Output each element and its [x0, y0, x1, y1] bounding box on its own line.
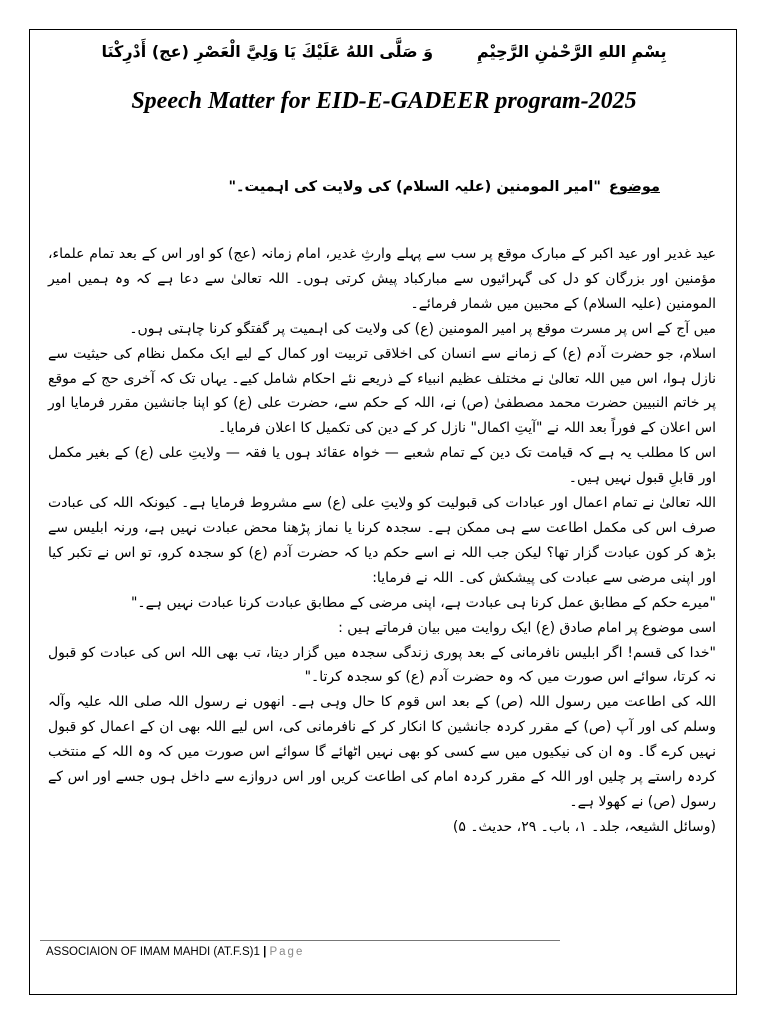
citation: (وسائل الشیعہ، جلد۔ ۱، باب۔ ۲۹، حدیث۔ ۵) [452, 818, 716, 835]
page-footer [46, 946, 304, 958]
document-title: Speech Matter for EID-E-GADEER program-2025 [131, 88, 637, 114]
footer-org: ASSOCIAION OF IMAM MAHDI (AT.F.S) [46, 946, 254, 958]
bismillah-header [40, 42, 728, 61]
footer-divider [40, 940, 560, 941]
speech-body [48, 242, 716, 840]
paragraph: اللہ کی اطاعت میں رسول اللہ (ص) کے بعد اس قوم کا حال وہی ہے۔ انھوں نے رسول اللہ صلی اللہ علیہ وآلہ وسلم کی اور آپ (ص) کے مقرر کردہ جانشین کا انکار کر کے نافرمانی کی، اس لیے اللہ بھی ان کے اعمال کو قبول نہیں کرے گا۔ وہ ان کی نیکیوں میں سے کسی کو بھی نہیں اٹھائے گا سوائے اس صورت میں کہ وہ اللہ کے منتخب کردہ راستے پر چلیں اور اللہ کے مقرر کردہ امام کی اطاعت کریں اور اس دروازے سے داخل ہوں جسے اور اس کے رسول (ص) نے کھولا ہے۔ [48, 694, 716, 810]
paragraph: میں آج کے اس پر مسرت موقع پر امیر المومنین (ع) کی ولایت کی اہمیت پر گفتگو کرنا چاہتی ہوں۔ [129, 320, 716, 337]
paragraph: اس کا مطلب یہ ہے کہ قیامت تک دین کے تمام شعبے — خواہ عقائد ہوں یا فقہ — ولایتِ علی (ع) کے بغیر مکمل اور قابلِ قبول نہیں ہیں۔ [48, 445, 716, 487]
quote-paragraph: "خدا کی قسم! اگر ابلیس نافرمانی کے بعد پوری زندگی سجدہ میں گزار دیتا، تب بھی اللہ اس کی عبادت کو قبول نہ کرتا، سوائے اس صورت میں کہ وہ حضرت آدم (ع) کو سجدہ کرتا۔" [48, 644, 716, 686]
salawat-text: وَ صَلَّى اللهُ عَلَيْكَ يَا وَلِيَّ الْعَصْرِ (عج) أَدْرِكْنَا [101, 42, 434, 61]
bismillah-text: بِسْمِ اللهِ الرَّحْمٰنِ الرَّحِيْمِ [477, 42, 667, 61]
paragraph: اسی موضوع پر امام صادق (ع) ایک روایت میں بیان فرماتے ہیں : [338, 619, 716, 636]
footer-page-label: Page [269, 946, 305, 958]
topic-label: موضوع [608, 179, 660, 195]
paragraph: اسلام، جو حضرت آدم (ع) کے زمانے سے انسان کی اخلاقی تربیت اور کمال کے لیے ایک مکمل نظام کی حیثیت سے نازل ہوا، اس میں اللہ تعالیٰ نے مختلف عظیم انبیاء کے ذریعے نئے احکام شامل کیے۔ یہاں تک کہ آخری حج کے موقع پر خاتم النبیین حضرت محمد مصطفیٰ (ص) نے، اللہ کے حکم سے، حضرت علی (ع) کو اپنا جانشین مقرر فرمایا اور اس اعلان کے فوراً بعد اللہ نے "آیتِ اکمال" نازل کر کے دین کی تکمیل کا اعلان فرمایا۔ [48, 345, 716, 437]
paragraph: عید غدیر اور عید اکبر کے مبارک موقع پر سب سے پہلے وارثِ غدیر، امام زمانہ (عج) کو اور اس کے بعد تمام علماء، مؤمنین اور بزرگان کو دل کی گہرائیوں سے مبارکباد پیش کرتی ہوں۔ اللہ تعالیٰ سے دعا ہے کہ وہ ہمیں امیر المومنین (علیہ السلام) کے محبین میں شمار فرمائے۔ [48, 246, 716, 312]
footer-page-number: 1 [253, 946, 260, 958]
topic-text: "امیر المومنین (علیہ السلام) کی ولایت کی اہمیت۔" [228, 179, 601, 195]
topic-line [228, 179, 660, 195]
quote-paragraph: "میرے حکم کے مطابق عمل کرنا ہی عبادت ہے، اپنی مرضی کے مطابق عبادت کرنا عبادت نہیں ہے۔" [130, 594, 716, 611]
footer-separator: | [263, 946, 267, 958]
paragraph: اللہ تعالیٰ نے تمام اعمال اور عبادات کی قبولیت کو ولایتِ علی (ع) سے مشروط فرمایا ہے۔ کیونکہ اللہ کی عبادت صرف اس کی مکمل اطاعت سے ہی ممکن ہے۔ سجدہ کرنا یا نماز پڑھنا محض عبادت نہیں ہے، ورنہ ابلیس سے بڑھ کر کون عبادت گزار تھا؟ لیکن جب اللہ نے اسے حکم دیا کہ حضرت آدم (ع) کو سجدہ کرو، تو اس نے تکبر کیا اور اپنی مرضی سے عبادت کی پیشکش کی۔ اللہ نے فرمایا: [48, 495, 716, 586]
